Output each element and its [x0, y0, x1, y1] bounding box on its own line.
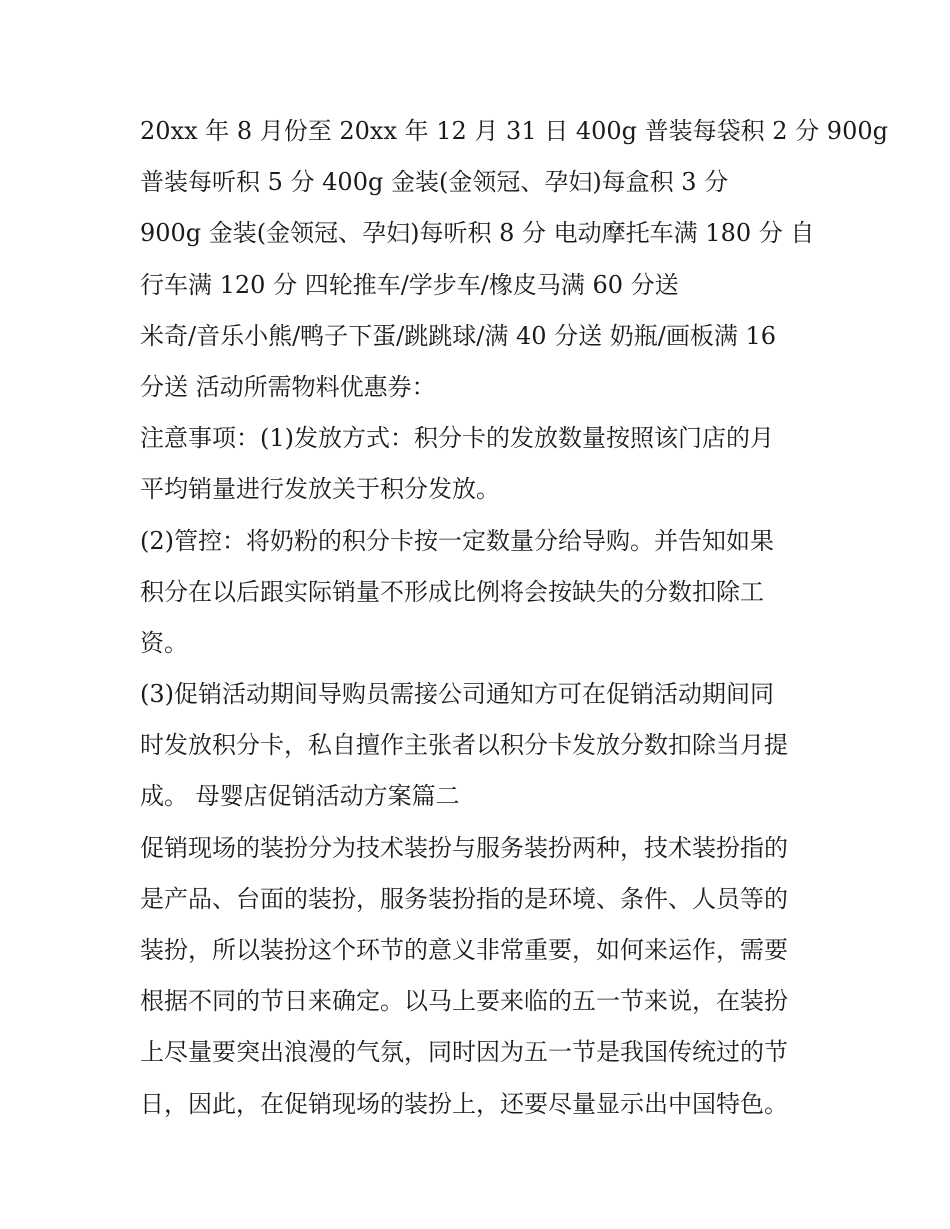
- text-line: 时发放积分卡，私自擅作主张者以积分卡发放分数扣除当月提: [140, 731, 788, 760]
- text-line: 根据不同的节日来确定。以马上要来临的五一节来说，在装扮: [140, 987, 788, 1016]
- text-line: 成。 母婴店促销活动方案篇二: [140, 782, 460, 811]
- text-line: 平均销量进行发放关于积分发放。: [140, 475, 500, 504]
- text-line: (2)管控：将奶粉的积分卡按一定数量分给导购。并告知如果: [140, 526, 774, 555]
- text-line: 20xx 年 8 月份至 20xx 年 12 月 31 日 400g 普装每袋积 2 分 900g: [140, 117, 888, 145]
- text-line: 资。: [140, 628, 188, 657]
- text-line: (3)促销活动期间导购员需接公司通知方可在促销活动期间同: [140, 680, 774, 709]
- text-line: 900g 金装(金领冠、孕妇)每听积 8 分 电动摩托车满 180 分 自: [140, 219, 815, 248]
- text-line: 行车满 120 分 四轮推车/学步车/橡皮马满 60 分送: [140, 270, 679, 299]
- text-line: 积分在以后跟实际销量不形成比例将会按缺失的分数扣除工: [140, 577, 764, 606]
- text-line: 日，因此，在促销现场的装扮上，还要尽量显示出中国特色。: [140, 1089, 788, 1118]
- text-line: 上尽量要突出浪漫的气氛，同时因为五一节是我国传统过的节: [140, 1038, 788, 1067]
- text-line: 装扮，所以装扮这个环节的意义非常重要，如何来运作，需要: [140, 936, 788, 964]
- text-line: 促销现场的装扮分为技术装扮与服务装扮两种，技术装扮指的: [140, 833, 788, 862]
- text-line: 是产品、台面的装扮，服务装扮指的是环境、条件、人员等的: [140, 884, 788, 913]
- document-body: [140, 106, 888, 1130]
- text-line: 注意事项：(1)发放方式：积分卡的发放数量按照该门店的月: [140, 424, 774, 453]
- text-line: 米奇/音乐小熊/鸭子下蛋/跳跳球/满 40 分送 奶瓶/画板满 16: [140, 321, 777, 350]
- text-line: 普装每听积 5 分 400g 金装(金领冠、孕妇)每盒积 3 分: [140, 168, 729, 197]
- text-line: 分送 活动所需物料优惠券：: [140, 372, 436, 401]
